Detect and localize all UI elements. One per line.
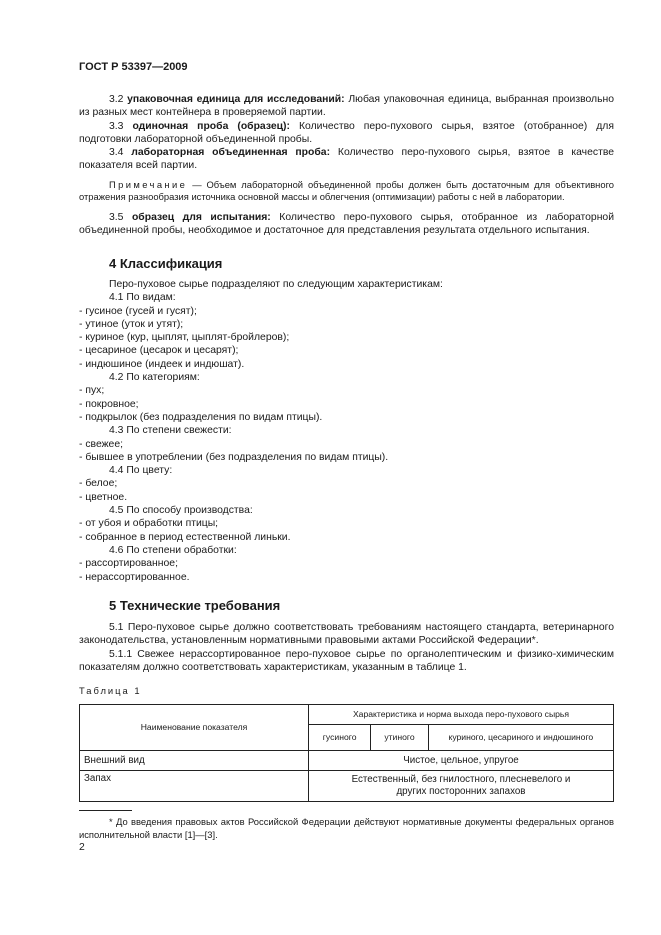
row-value: Естественный, без гнилостного, плесневелого и других посторонних запахов — [309, 771, 614, 802]
section-4-intro: Перо-пуховое сырье подразделяют по следующим характеристикам: — [109, 279, 443, 290]
header-indicator-name: Наименование показателя — [80, 705, 309, 751]
row-name: Запах — [80, 771, 309, 802]
list-item: - цесариное (цесарок и цесарят); — [79, 345, 239, 357]
list-item: - куриное (кур, цыплят, цыплят-бройлеров); — [79, 332, 290, 344]
footnote-text: * До введения правовых актов Российской Федерации действуют нормативные документы федеральных органов исполнительной власти [1]—[3]. — [79, 816, 614, 840]
table-row — [80, 771, 614, 802]
definition-3-3: 3.3 одиночная проба (образец): Количество перо-пухового сырья, взятое (отобранное) для подготовки лабораторной объединенной пробы. — [79, 120, 614, 145]
footnote-divider — [79, 810, 132, 811]
section-5-title: 5 Технические требования — [109, 598, 281, 613]
list-item: - покровное; — [79, 398, 139, 410]
definition-3-4: 3.4 лабораторная объединенная проба: Количество перо-пухового сырья, взятое в качестве показателя всей партии. — [79, 147, 615, 172]
document-header: ГОСТ Р 53397—2009 — [79, 61, 188, 73]
header-chicken: куриного, цесариного и индюшиного — [428, 725, 613, 751]
list-item: - собранное в период естественной линьки. — [79, 531, 291, 543]
section-5 — [79, 598, 614, 674]
list-item: - бывшее в употреблении (без подразделения по видам птицы). — [79, 451, 389, 463]
definition-3-2: 3.2 упаковочная единица для исследований: Любая упаковочная единица, выбранная произвольно из разных мест контейнера в проверяемой партии. — [79, 94, 615, 119]
list-item: - белое; — [79, 478, 118, 490]
list-item: 4.3 По степени свежести: — [109, 425, 232, 437]
list-item: - цветное. — [79, 491, 128, 503]
row-name: Внешний вид — [80, 751, 309, 771]
paragraph-5-1-1: 5.1.1 Свежее нерассортированное перо-пуховое сырье по органолептическим и физико-химическим показателям должно соответствовать характеристикам, указанным в таблице 1. — [79, 648, 614, 673]
header-duck: утиного — [371, 725, 428, 751]
list-item: - гусиное (гусей и гусят); — [79, 305, 197, 317]
section-4-title: 4 Классификация — [109, 256, 223, 271]
list-item: 4.2 По категориям: — [109, 372, 200, 384]
header-goose: гусиного — [309, 725, 371, 751]
section-4 — [79, 256, 614, 584]
definitions — [79, 93, 614, 238]
list-item: - свежее; — [79, 438, 124, 450]
definition-3-5: 3.5 образец для испытания: Количество перо-пухового сырья, отобранное из лабораторной объединенной пробы, необходимое и достаточное для представления результата отдельного испытания. — [79, 211, 615, 237]
list-item: - подкрылок (без подразделения по видам птицы). — [79, 411, 323, 423]
paragraph-5-1: 5.1 Перо-пуховое сырье должно соответствовать требованиям настоящего стандарта, ветеринарного законодательства, установленным нормативными правовыми актами Российской Федерации*. — [79, 622, 614, 647]
list-item: - утиное (уток и утят); — [79, 318, 184, 330]
note: Примечание — Объем лабораторной объединенной пробы должен быть достаточным для объективного отражения разнообразия источника основной массы и облегчения (оптимизации) работы с ней в лаборатории. — [79, 178, 614, 203]
list-item: - индюшиное (индеек и индюшат). — [79, 358, 245, 370]
header-group: Характеристика и норма выхода перо-пухового сырья — [309, 705, 614, 725]
list-item: - рассортированное; — [79, 558, 178, 570]
list-item: - пух; — [79, 385, 105, 397]
row-value: Чистое, цельное, упругое — [309, 751, 614, 771]
list-item: 4.5 По способу производства: — [109, 505, 253, 517]
list-item: 4.1 По видам: — [109, 292, 176, 304]
footnote — [79, 816, 614, 841]
list-item: 4.6 По степени обработки: — [109, 544, 237, 556]
list-item: 4.4 По цвету: — [109, 465, 173, 477]
classification-list — [79, 291, 614, 584]
table-1 — [79, 704, 614, 802]
table-title: Таблица 1 — [79, 685, 142, 696]
list-item: - от убоя и обработки птицы; — [79, 518, 219, 530]
page-number: 2 — [79, 842, 85, 853]
list-item: - нерассортированное. — [79, 571, 190, 583]
table-row — [80, 751, 614, 771]
